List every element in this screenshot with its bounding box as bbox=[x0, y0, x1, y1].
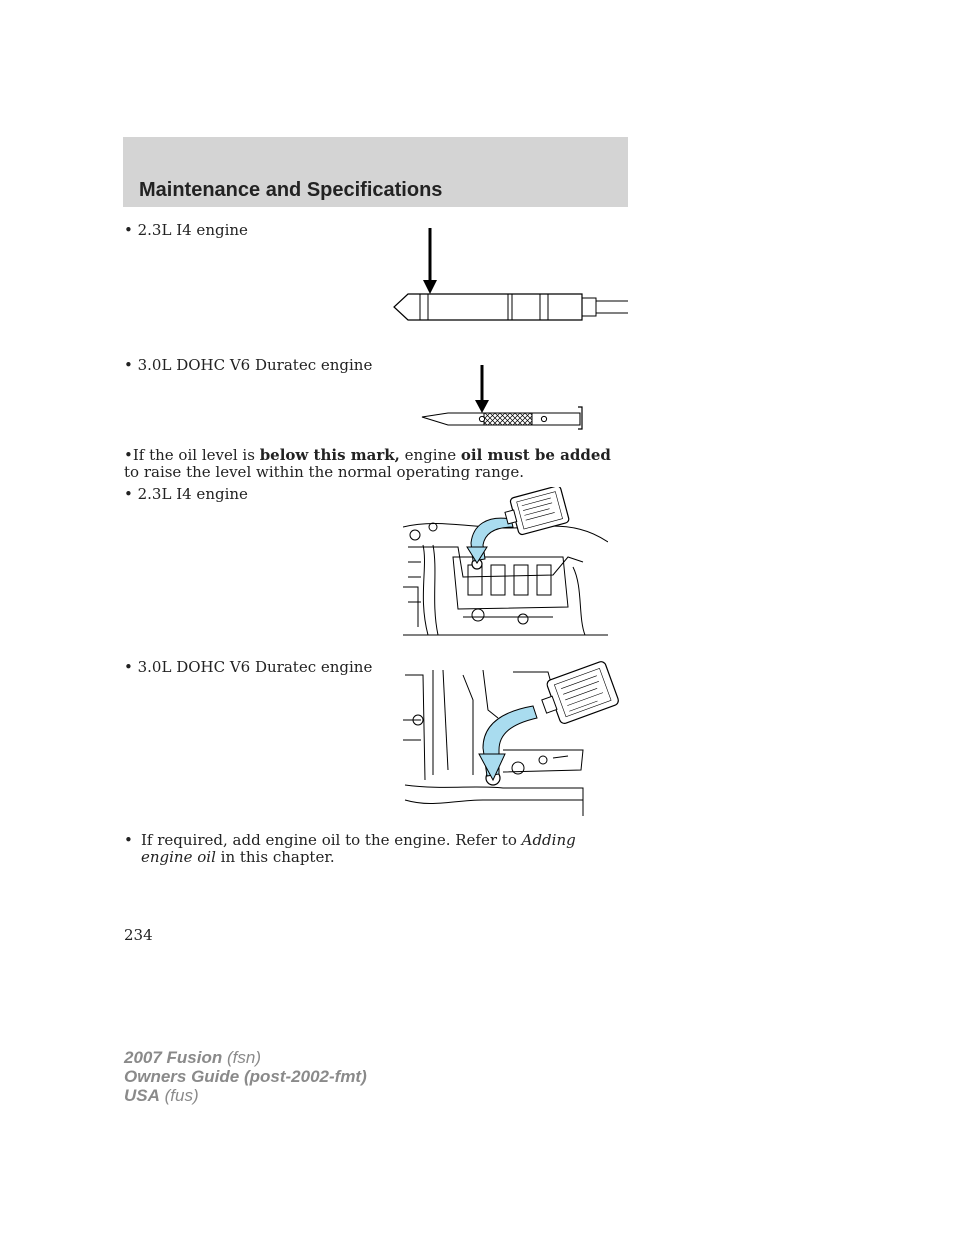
final-note-bullet: • bbox=[124, 831, 133, 849]
indicator-arrow-head bbox=[475, 400, 489, 413]
bullet-dipstick-i4: • 2.3L I4 engine bbox=[124, 221, 248, 239]
footer-region-line bbox=[124, 1086, 367, 1105]
bullet-dipstick-v6: • 3.0L DOHC V6 Duratec engine bbox=[124, 356, 373, 374]
footer-region-name: USA bbox=[124, 1086, 160, 1105]
bullet-fill-i4: • 2.3L I4 engine bbox=[124, 485, 248, 503]
final-note-text-after: in this chapter. bbox=[215, 848, 335, 866]
oil-pour-arrowhead bbox=[479, 754, 505, 780]
final-note-body bbox=[141, 832, 621, 866]
page-number: 234 bbox=[124, 926, 153, 944]
oil-bottle bbox=[502, 487, 570, 537]
final-note bbox=[124, 832, 619, 868]
oil-note-text-middle: engine bbox=[399, 446, 461, 464]
footer-model-name: 2007 Fusion bbox=[124, 1048, 223, 1067]
oil-note-bold-mark: below this mark, bbox=[259, 446, 400, 464]
oil-bottle bbox=[536, 660, 619, 728]
dipstick-hatched-range bbox=[484, 413, 532, 425]
section-title: Maintenance and Specifications bbox=[139, 179, 443, 201]
engine-i4-oil-fill-figure bbox=[403, 487, 608, 637]
dipstick-blade bbox=[394, 294, 582, 320]
footer-guide-line bbox=[124, 1067, 367, 1086]
final-note-text: If required, add engine oil to the engine. Refer to bbox=[141, 831, 522, 849]
section-header-band bbox=[123, 137, 628, 207]
footer-model-line bbox=[124, 1048, 367, 1067]
oil-note-text-prefix: •If the oil level is bbox=[124, 446, 260, 464]
engine-v6-oil-fill-figure bbox=[403, 660, 631, 822]
oil-note-text-suffix: to raise the level within the normal operating range. bbox=[124, 463, 524, 481]
dipstick-v6-figure bbox=[420, 363, 590, 433]
footer-region-code: (fus) bbox=[159, 1086, 199, 1105]
footer-guide-name: Owners Guide (post-2002-fmt) bbox=[124, 1067, 367, 1086]
oil-level-note bbox=[124, 447, 629, 481]
bullet-fill-v6: • 3.0L DOHC V6 Duratec engine bbox=[124, 658, 373, 676]
oil-note-bold-added: oil must be added bbox=[460, 446, 611, 464]
document-footer bbox=[124, 1048, 367, 1105]
adding-engine-oil-reference: Adding engine oil bbox=[141, 831, 576, 866]
indicator-arrow-head bbox=[423, 280, 437, 294]
footer-model-code: (fsn) bbox=[222, 1048, 261, 1067]
dipstick-i4-figure bbox=[390, 226, 630, 326]
